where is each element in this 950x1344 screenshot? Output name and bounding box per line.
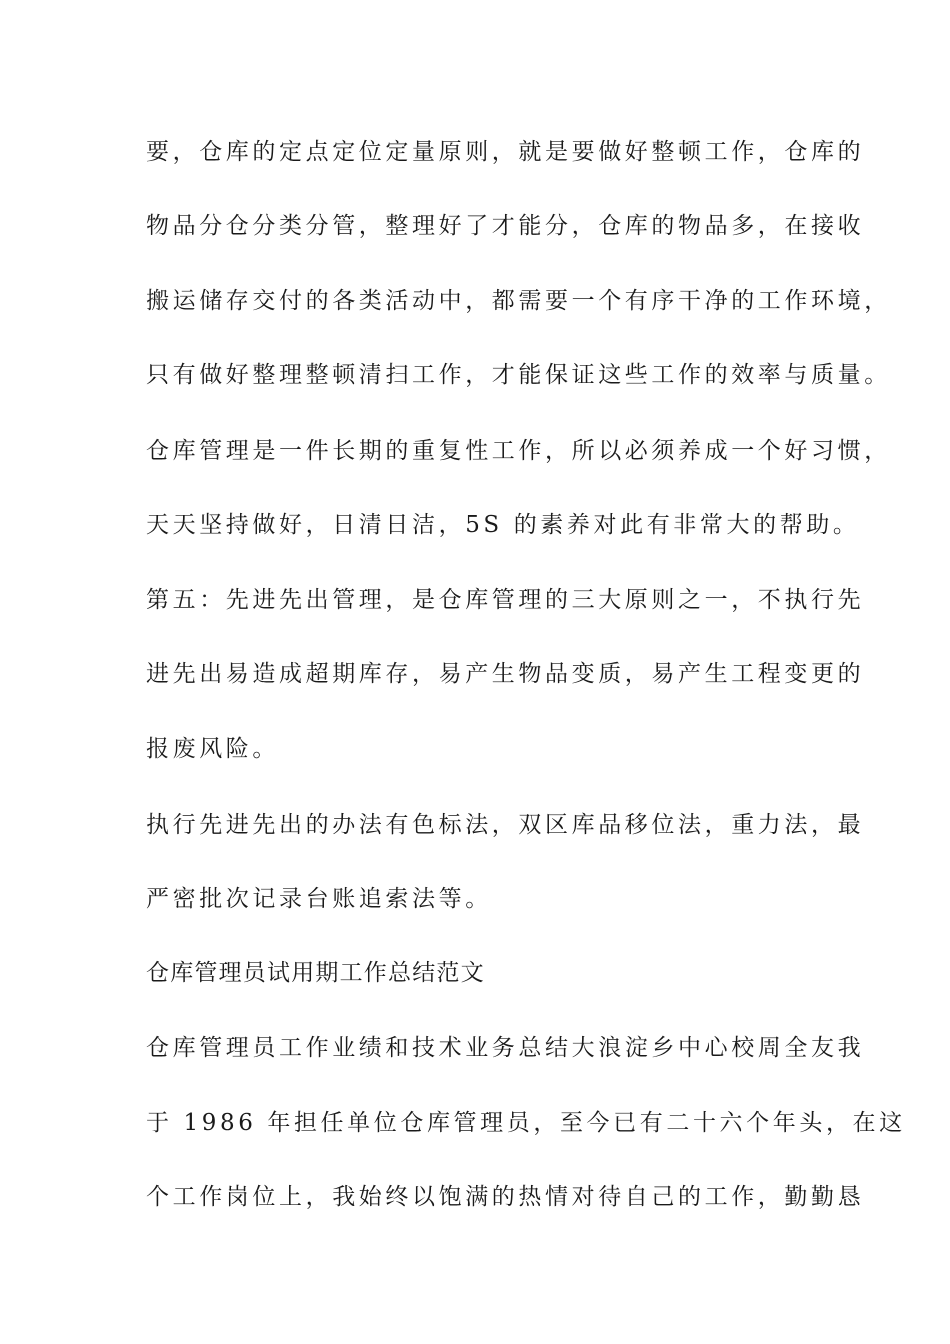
paragraph-line: 于 1986 年担任单位仓库管理员，至今已有二十六个年头，在这 xyxy=(146,1110,906,1136)
paragraph-line: 第五：先进先出管理，是仓库管理的三大原则之一，不执行先 xyxy=(146,587,865,613)
paragraph-line: 仓库管理是一件长期的重复性工作，所以必须养成一个好习惯， xyxy=(146,438,891,464)
paragraph-line: 执行先进先出的办法有色标法，双区库品移位法，重力法，最 xyxy=(146,812,865,838)
paragraph-line: 严密批次记录台账追索法等。 xyxy=(146,886,492,912)
paragraph-line: 个工作岗位上，我始终以饱满的热情对待自己的工作，勤勤恳 xyxy=(146,1184,865,1210)
paragraph-line: 天天坚持做好，日清日洁，5S 的素养对此有非常大的帮助。 xyxy=(146,512,860,538)
paragraph-line: 仓库管理员工作业绩和技术业务总结大浪淀乡中心校周全友我 xyxy=(146,1035,865,1061)
paragraph-line: 搬运储存交付的各类活动中，都需要一个有序干净的工作环境， xyxy=(146,288,891,314)
section-heading: 仓库管理员试用期工作总结范文 xyxy=(146,960,485,986)
paragraph-line: 只有做好整理整顿清扫工作，才能保证这些工作的效率与质量。 xyxy=(146,362,891,388)
paragraph-line: 要，仓库的定点定位定量原则，就是要做好整顿工作，仓库的 xyxy=(146,139,865,165)
paragraph-line: 物品分仓分类分管，整理好了才能分，仓库的物品多，在接收 xyxy=(146,213,865,239)
paragraph-line: 报废风险。 xyxy=(146,736,279,762)
paragraph-line: 进先出易造成超期库存，易产生物品变质，易产生工程变更的 xyxy=(146,661,865,687)
